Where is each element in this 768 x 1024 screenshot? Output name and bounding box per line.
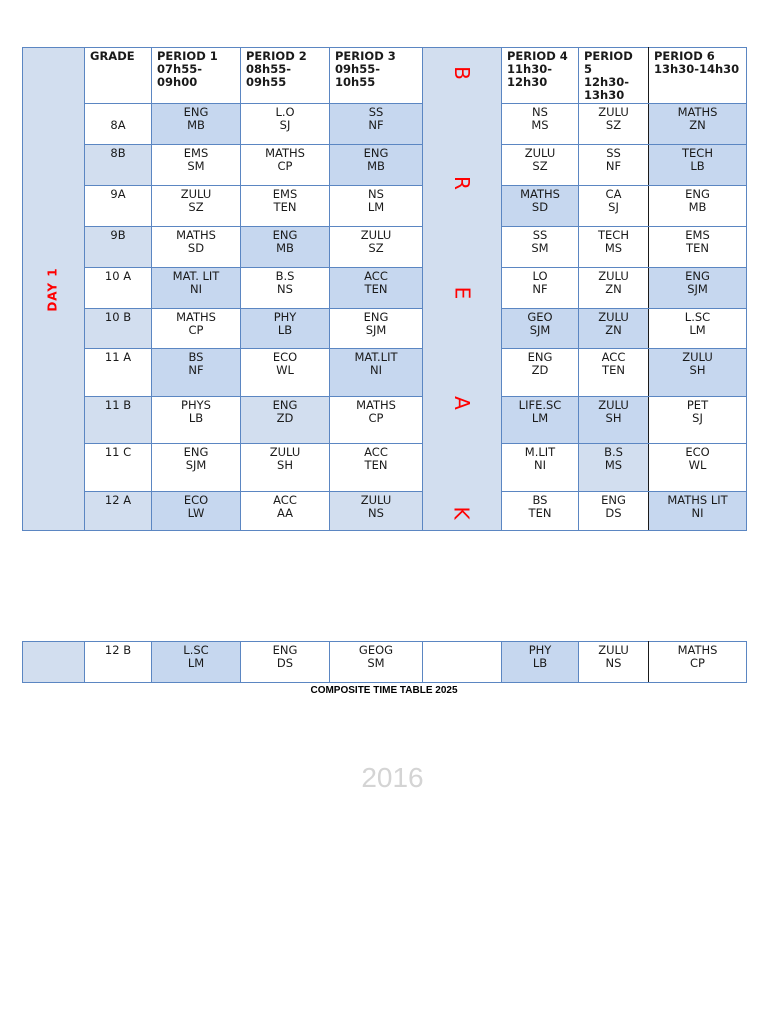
lesson-cell: ZULU SH — [649, 349, 747, 397]
lesson-cell: ENG MB — [241, 227, 330, 268]
lesson-cell: ENG ZD — [241, 397, 330, 444]
lesson-cell: LIFE.SC LM — [502, 397, 579, 444]
grade-cell: 10 B — [85, 309, 152, 349]
day-cell — [23, 48, 85, 531]
lesson-cell: MATHS CP — [152, 309, 241, 349]
lesson-cell: MATHS ZN — [649, 104, 747, 145]
lesson-cell: ACC AA — [241, 492, 330, 531]
lesson-cell: GEOG SM — [330, 642, 423, 683]
lesson-cell: ENG MB — [152, 104, 241, 145]
lesson-cell: BS NF — [152, 349, 241, 397]
lesson-cell: LO NF — [502, 268, 579, 309]
lesson-cell: ENG SJM — [330, 309, 423, 349]
lesson-cell: ENG SJM — [649, 268, 747, 309]
table-caption: COMPOSITE TIME TABLE 2025 — [310, 685, 458, 696]
lesson-cell: L.SC LM — [649, 309, 747, 349]
lesson-cell: EMS TEN — [241, 186, 330, 227]
lesson-cell: ECO WL — [649, 444, 747, 492]
lesson-cell: M.LIT NI — [502, 444, 579, 492]
lesson-cell: ENG DS — [579, 492, 649, 531]
grade-cell: 11 C — [85, 444, 152, 492]
break-letter: R — [450, 176, 474, 190]
break-letter: E — [449, 286, 474, 300]
timetable-continued — [22, 641, 747, 683]
lesson-cell: ZULU SZ — [152, 186, 241, 227]
table-row — [23, 444, 747, 492]
lesson-cell: NS MS — [502, 104, 579, 145]
grade-cell: 9B — [85, 227, 152, 268]
lesson-cell: PET SJ — [649, 397, 747, 444]
lesson-cell: ZULU NS — [579, 642, 649, 683]
lesson-cell: SS NF — [579, 145, 649, 186]
table-row — [23, 186, 747, 227]
grade-cell: 9A — [85, 186, 152, 227]
lesson-cell: TECH LB — [649, 145, 747, 186]
table-row — [23, 104, 747, 145]
table-row — [23, 397, 747, 444]
break-column — [423, 48, 502, 531]
lesson-cell: ENG SJM — [152, 444, 241, 492]
grade-cell: 10 A — [85, 268, 152, 309]
period-2-header: PERIOD 2 08h55- 09h55 — [241, 48, 330, 104]
lesson-cell: ZULU SZ — [330, 227, 423, 268]
grade-cell: 12 A — [85, 492, 152, 531]
lesson-cell: PHYS LB — [152, 397, 241, 444]
table-row — [23, 268, 747, 309]
lesson-cell: SS NF — [330, 104, 423, 145]
lesson-cell: EMS SM — [152, 145, 241, 186]
period-3-header: PERIOD 3 09h55- 10h55 — [330, 48, 423, 104]
day-cell — [23, 642, 85, 683]
lesson-cell: PHY LB — [502, 642, 579, 683]
lesson-cell: ENG DS — [241, 642, 330, 683]
lesson-cell: ENG MB — [649, 186, 747, 227]
lesson-cell: MATHS CP — [649, 642, 747, 683]
lesson-cell: MATHS LIT NI — [649, 492, 747, 531]
grade-cell: 11 A — [85, 349, 152, 397]
lesson-cell: ZULU SH — [579, 397, 649, 444]
table-row — [23, 349, 747, 397]
grade-header: GRADE — [85, 48, 152, 104]
period-6-header: PERIOD 6 13h30-14h30 — [649, 48, 747, 104]
lesson-cell: L.O SJ — [241, 104, 330, 145]
header-row — [23, 48, 747, 104]
lesson-cell: MAT.LIT NI — [330, 349, 423, 397]
lesson-cell: ECO LW — [152, 492, 241, 531]
lesson-cell: NS LM — [330, 186, 423, 227]
lesson-cell: MAT. LIT NI — [152, 268, 241, 309]
lesson-cell: ACC TEN — [330, 444, 423, 492]
lesson-cell: ECO WL — [241, 349, 330, 397]
lesson-cell: ACC TEN — [579, 349, 649, 397]
lesson-cell: MATHS SD — [502, 186, 579, 227]
table-row — [23, 492, 747, 531]
lesson-cell: B.S MS — [579, 444, 649, 492]
lesson-cell: GEO SJM — [502, 309, 579, 349]
grade-cell: 12 B — [85, 642, 152, 683]
break-cell — [423, 642, 502, 683]
lesson-cell: MATHS SD — [152, 227, 241, 268]
period-5-header: PERIOD 5 12h30- 13h30 — [579, 48, 649, 104]
lesson-cell: CA SJ — [579, 186, 649, 227]
lesson-cell: L.SC LM — [152, 642, 241, 683]
watermark: 2016 — [361, 762, 424, 793]
lesson-cell: MATHS CP — [241, 145, 330, 186]
break-letter: A — [450, 396, 474, 410]
day-label: DAY 1 — [45, 266, 60, 312]
lesson-cell: BS TEN — [502, 492, 579, 531]
timetable — [22, 47, 747, 531]
grade-cell: 11 B — [85, 397, 152, 444]
lesson-cell: B.S NS — [241, 268, 330, 309]
table-row — [23, 145, 747, 186]
period-1-header: PERIOD 1 07h55- 09h00 — [152, 48, 241, 104]
table-row — [23, 642, 747, 683]
break-letter: B — [449, 66, 474, 80]
lesson-cell: TECH MS — [579, 227, 649, 268]
lesson-cell: MATHS CP — [330, 397, 423, 444]
lesson-cell: ZULU SZ — [579, 104, 649, 145]
lesson-cell: ZULU SH — [241, 444, 330, 492]
lesson-cell: EMS TEN — [649, 227, 747, 268]
grade-cell: 8A — [85, 104, 152, 145]
period-4-header: PERIOD 4 11h30- 12h30 — [502, 48, 579, 104]
break-letter: K — [450, 506, 474, 520]
lesson-cell: PHY LB — [241, 309, 330, 349]
lesson-cell: ACC TEN — [330, 268, 423, 309]
lesson-cell: ENG MB — [330, 145, 423, 186]
lesson-cell: ZULU ZN — [579, 309, 649, 349]
lesson-cell: ZULU SZ — [502, 145, 579, 186]
lesson-cell: SS SM — [502, 227, 579, 268]
table-row — [23, 309, 747, 349]
lesson-cell: ZULU NS — [330, 492, 423, 531]
lesson-cell: ENG ZD — [502, 349, 579, 397]
grade-cell: 8B — [85, 145, 152, 186]
lesson-cell: ZULU ZN — [579, 268, 649, 309]
table-row — [23, 227, 747, 268]
